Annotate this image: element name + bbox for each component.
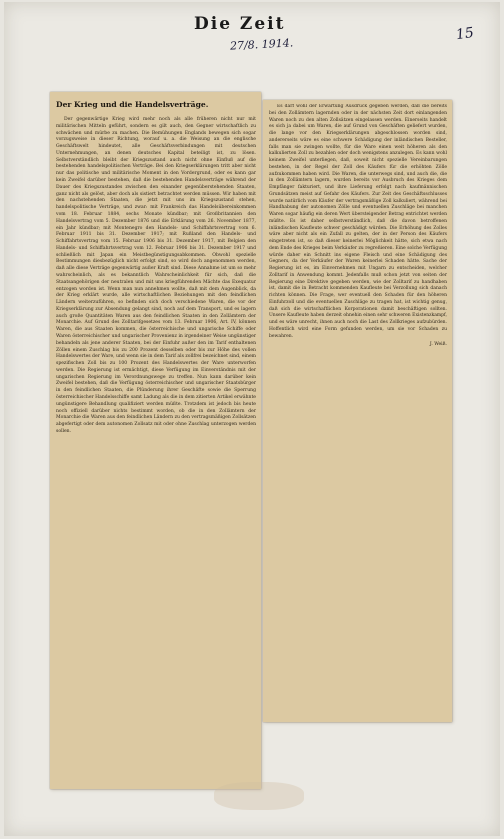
article-body-right: Es darf wohl der Erwartung Ausdruck gegeben werden, daß die bereits bei den Zollämtern lagernden oder in der nächsten Zeit dort einlangenden Waren noch zu den alten Zollsätzen eingelassen werden. Einerseits handelt es sich ja dabei um Waren, die auf Grund von Geschäften geliefert wurden, die lange vor den Kriegserklärungen abgeschlossen worden sind, andererseits wäre es eine schwere Schädigung der inländischen Besteller, falls man sie zwingen wollte, für die Ware einen weit höheren als den kalkulierten Zoll zu bezahlen oder doch wenigstens anzulegen. Es kann wohl keinem Zweifel unterliegen, daß, soweit nicht spezielle Vereinbarungen bestehen, in der Regel der Zoll des Käufers für die erhöhten Zölle aufzukommen haben wird. Die Waren, die unterwegs sind, und auch die, die in den Zollämtern lagern, wurden bereits vor Ausbruch des Krieges dem Empfänger fakturiert, und ihre Lieferung erfolgt nach kaufmännischen Grundsätzen meist auf Gefahr des Käufers. Zur Zeit des Geschäftsschlusses wurde natürlich vom Käufer der vertragsmäßige Zoll kalkuliert, während bei Handhabung der autonomen Zölle und eventuellen Zuschläge bei manchen Waren sogar häufig ein deren Wert übersteigender Betrag entrichtet werden müßte. Es ist daher selbstverständlich, daß die davon betroffenen inländischen Kaufleute schwer geschädigt würden. Die Erhöhung des Zolles wäre aber nicht als ein Zufall zu gelten, der in der Person des Käufers eingetreten ist, so daß dieser keinerlei Möglichkeit hätte, sich etwa nach dem Ende des Krieges beim Verkäufer zu regreßieren. Eine solche Verfügung würde daher ein Schnitt ins eigene Fleisch und eine Schädigung des Gegners, da der Verkäufer der Waren keinerlei Schaden hätte. Sache der Regierung ist es, im Einvernehmen mit Ungarn zu entscheiden, welcher Zolltarif in Anwendung kommt. Jedenfalls muß schon jetzt von seiten der Regierung eine Direktive gegeben werden, wie der Zolltarif zu handhaben ist, damit die in Betracht kommenden Kaufleute bei Verzollung sich danach richten können. Die Frage, wer eventuell den Schaden für den höheren Einfuhrzoll und die eventuellen Zuschläge zu tragen hat, ist wichtig genug, daß sich die wirtschaftlichen Korporationen damit beschäftigen sollten. Unsere Kaufleute haben derzeit ohnehin einen sehr schweren Existenzkampf, und es wäre unrecht, ihnen auch noch die Last des Zollkrieges aufzubürden. Hoffentlich wird eine Form gefunden werden, um sie vor Schaden zu bewahren. [269, 104, 447, 339]
article-headline: Der Krieg und die Handelsverträge. [56, 100, 209, 109]
clipping-right-column [263, 100, 452, 722]
clipping-left-column [50, 92, 261, 789]
newspaper-title: Die Zeit [194, 14, 286, 34]
column-text-left [56, 96, 256, 785]
archive-sheet [4, 2, 500, 836]
column-text-right [269, 104, 447, 718]
paper-stain [214, 782, 304, 810]
folio-number: 15 [454, 24, 475, 44]
article-body-left: Der gegenwärtige Krieg wird mehr noch als alle früheren nicht nur mit militärischen Mitteln geführt, sondern es gilt auch, den Gegner wirtschaftlich zu schwächen und mürbe zu machen. Die Bemühungen Englands bewegen sich sogar vorzugsweise in dieser Richtung, worauf u. a. die Weisung an die englische Geschäftswelt hindeutet, alle Geschäftsverbindungen mit deutschen Unternehmungen, an denen deutsches Kapital beteiligt ist, zu lösen. Selbstverständlich bleibt der Kriegszustand auch nicht ohne Einfluß auf die bestehenden handelspolitischen Verträge. Bei den Kriegserklärungen tritt aber nicht nur das politische und militärische Moment in den Vordergrund, oder es kann gar kein Zweifel darüber bestehen, daß die bestehenden Handelsverträge während der Dauer des Kriegszustandes zwischen den einander gegenüberstehenden Staaten, ganz nicht als gelöst, aber doch als sistiert betrachtet werden müssen. Wir haben mit den nachstehenden Staaten, die jetzt mit uns im Kriegszustand stehen, handelspolitische Verträge, und zwar: mit Frankreich das Handelsübereinkommen vom 18. Februar 1884, sechs Monate kündbar; mit Großbritannien den Handelsvertrag vom 5. Dezember 1876 und die Erklärung vom 26. November 1877, ein Jahr kündbar; mit Montenegro den Handels- und Schiffahrtsvertrag vom 6. Februar 1911 bis 31. Dezember 1917; mit Rußland den Handels- und Schiffahrtsvertrag vom 15. Februar 1906 bis 31. Dezember 1917, mit Belgien den Handels- und Schiffahrtsvertrag vom 12. Februar 1906 bis 31. Dezember 1917 und schließlich mit Japan ein Meistbegünstigungsabkommen. Obwohl spezielle Bestimmungen diesbezüglich nicht erfolgt sind, so wird doch angenommen werden, daß alle diese Verträge gegenwärtig außer Kraft sind. Diese Annahme ist um so mehr wahrscheinlich, als es bekanntlich Wahrscheinlichkeit für sich, daß die Staatsangehörigen der neutralen und mit uns kriegführenden Mächte das Exequatur entzogen worden ist. Wenn man nun annehmen wollte, daß mit dem Augenblick, da der Krieg erklärt wurde, alle wirtschaftlichen Beziehungen mit den feindlichen Ländern weiterzuführen, so befinden sich doch verschiedene Waren, die vor der Kriegserklärung zur Absendung gelangt sind, noch auf dem Transport, und es lagern auch große Quantitäten Waren aus den feindlichen Staaten in den Zollämtern der Monarchie. Auf Grund des Zolltarifgesetzes vom 13. Februar 1906, Art. IV, können Waren, die aus Staaten kommen, die österreichische und ungarische Schiffe oder Waren österreichischer und ungarischer Provenienz in irgendeiner Weise ungünstiger behandeln als jene anderer Staaten, bei der Einfuhr außer den im Tarif enthaltenen Zöllen einem Zuschlag bis zu 200 Prozent desselben oder bis zur Höhe des vollen Handelswertes der Ware, und wenn sie in dem Tarif als zollfrei bezeichnet sind, einem spezifischen Zoll bis zu 100 Prozent des Handelswertes der Ware unterworfen werden. Die Regierung ist ermächtigt, diese Verfügung im Einverständnis mit der ungarischen Regierung im Verordnungswege zu treffen. Nun kann darüber kein Zweifel bestehen, daß die Verfügung österreichischer und ungarischer Staatsbürger in den feindlichen Staaten, die Plünderung ihrer Geschäfte sowie die Sperrung österreichischer Handelsschiffe samt Ladung als die in dem zitierten Artikel erwähnte ungünstigere Behandlung qualifiziert werden müßte. Trotzdem ist jedoch bis heute noch offiziell darüber nichts bestimmt worden, ob die in den Zollämtern der Monarchie die Waren aus den feindlichen Ländern zu den vertragsmäßigen Zollsätzen abgefertigt oder dem autonomen Zollsatz mit oder ohne Zuschlag unterzogen werden sollen. [56, 117, 256, 434]
article-byline: J. Weiß. [429, 342, 447, 348]
handwritten-date: 27/8. 1914. [229, 36, 294, 53]
